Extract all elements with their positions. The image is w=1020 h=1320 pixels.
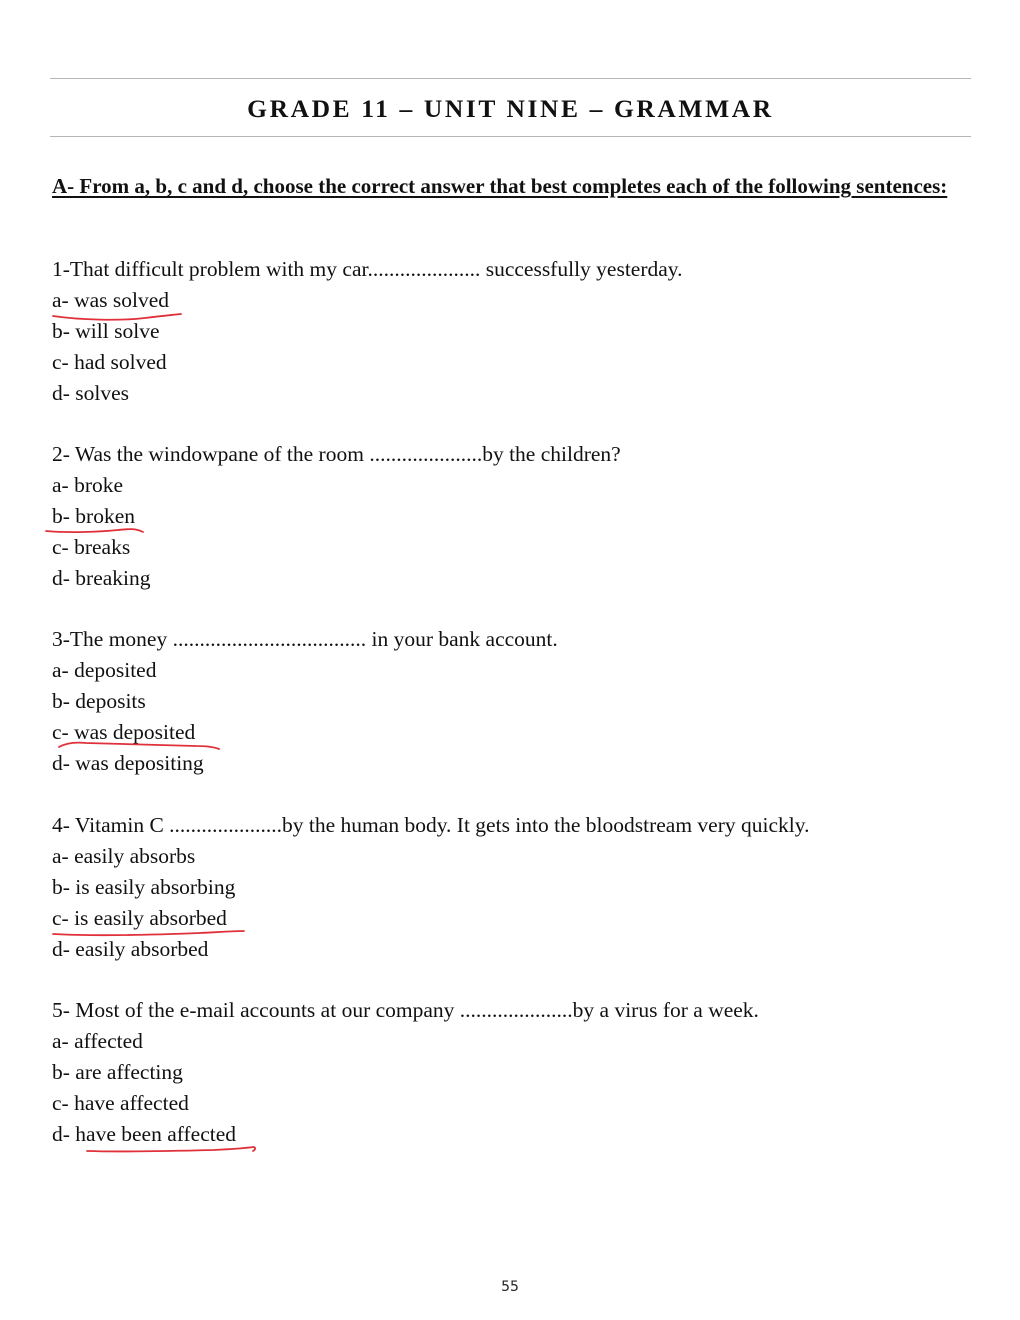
option-label: d- easily absorbed [52, 937, 209, 961]
option-label: a- easily absorbs [52, 844, 196, 868]
question-prompt: 3-The money .................................... in your bank account. [52, 627, 558, 651]
page-title: GRADE 11 – UNIT NINE – GRAMMAR [247, 94, 774, 123]
option-label: b- are affecting [52, 1060, 183, 1084]
question-prompt: 2- Was the windowpane of the room .....................by the children? [52, 442, 621, 466]
top-divider [50, 78, 971, 79]
option-c[interactable] [52, 903, 952, 934]
section-instructions: A- From a, b, c and d, choose the correct answer that best completes each of the following sentences: [52, 174, 948, 198]
option-d[interactable] [52, 748, 952, 779]
option-c[interactable] [52, 532, 952, 563]
question-prompt: 5- Most of the e-mail accounts at our company .....................by a virus for a week. [52, 998, 759, 1022]
option-label: a- broke [52, 473, 124, 497]
option-d[interactable] [52, 1119, 952, 1150]
option-label: a- deposited [52, 658, 157, 682]
option-label: c- is easily absorbed [52, 906, 227, 930]
option-label: b- broken [52, 504, 135, 528]
option-a[interactable] [52, 470, 952, 501]
bottom-divider [50, 136, 971, 137]
option-c[interactable] [52, 347, 952, 378]
option-a[interactable] [52, 655, 952, 686]
option-label: c- was deposited [52, 720, 196, 744]
option-label: c- had solved [52, 350, 167, 374]
option-label: d- was depositing [52, 751, 204, 775]
option-label: b- will solve [52, 319, 160, 343]
question-prompt: 4- Vitamin C .....................by the human body. It gets into the bloodstream very quickly. [52, 813, 810, 837]
option-b[interactable] [52, 872, 952, 903]
option-c[interactable] [52, 717, 952, 748]
option-b[interactable] [52, 1057, 952, 1088]
option-label: d- solves [52, 381, 130, 405]
question-3 [52, 624, 952, 779]
option-label: a- was solved [52, 288, 170, 312]
option-label: a- affected [52, 1029, 143, 1053]
question-4 [52, 810, 952, 965]
option-b[interactable] [52, 686, 952, 717]
question-2 [52, 439, 952, 594]
question-1 [52, 254, 952, 409]
option-label: c- have affected [52, 1091, 189, 1115]
question-5 [52, 995, 952, 1150]
option-label: b- is easily absorbing [52, 875, 236, 899]
option-b[interactable] [52, 501, 952, 532]
option-b[interactable] [52, 316, 952, 347]
option-a[interactable] [52, 841, 952, 872]
option-a[interactable] [52, 1026, 952, 1057]
option-d[interactable] [52, 934, 952, 965]
option-a[interactable] [52, 285, 952, 316]
option-label: d- have been affected [52, 1122, 237, 1146]
page-number: 55 [501, 1279, 519, 1295]
option-d[interactable] [52, 378, 952, 409]
option-label: c- breaks [52, 535, 131, 559]
option-c[interactable] [52, 1088, 952, 1119]
option-label: b- deposits [52, 689, 146, 713]
option-label: d- breaking [52, 566, 151, 590]
question-prompt: 1-That difficult problem with my car..................... successfully yesterday. [52, 257, 683, 281]
option-d[interactable] [52, 563, 952, 594]
